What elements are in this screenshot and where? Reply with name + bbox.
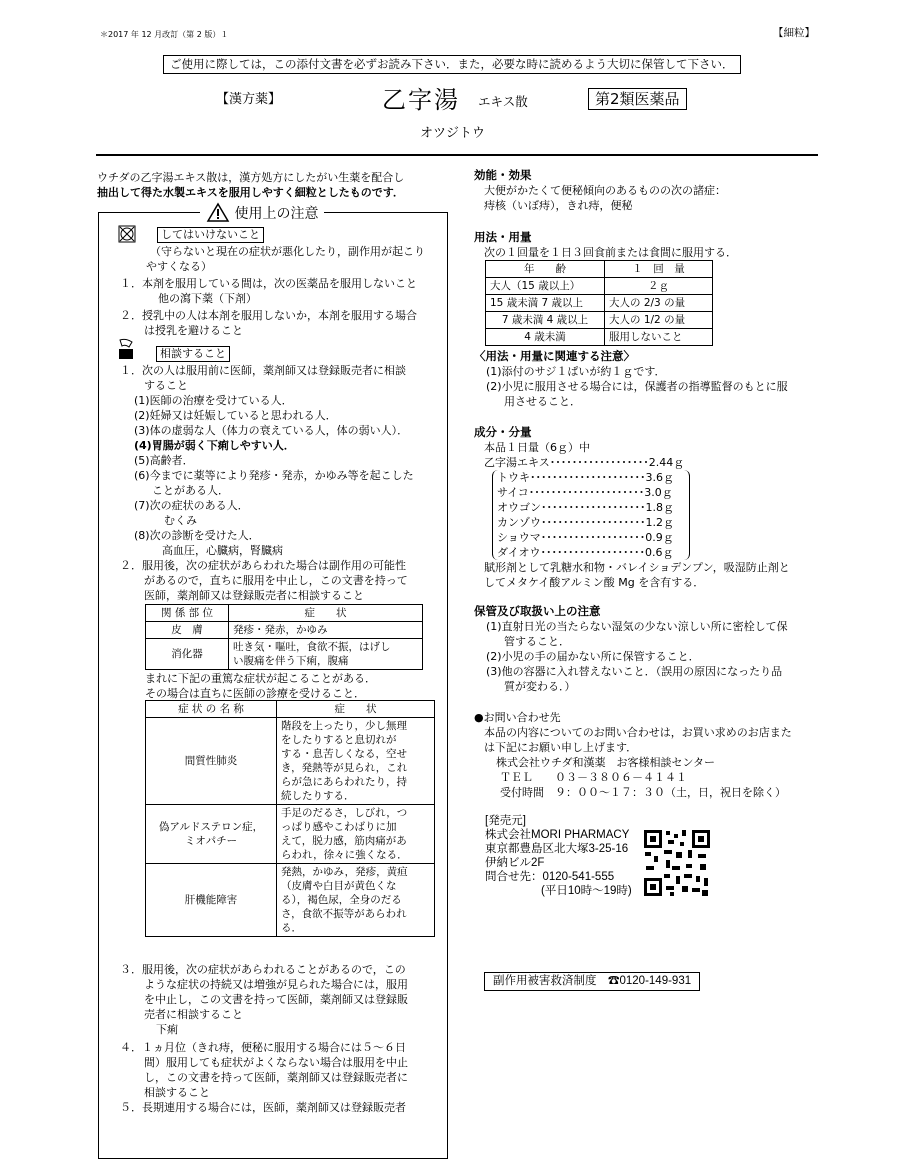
product-name: 乙字湯 xyxy=(382,86,460,114)
qr-code-icon xyxy=(642,828,712,898)
category-label: 【漢方薬】 xyxy=(216,92,282,107)
dont-title: してはいけないこと xyxy=(157,227,264,243)
revision-note: ＊2017 年 12 月改訂（第 2 版）１ xyxy=(100,30,229,39)
table-row: 年 齢 １ 回 量 xyxy=(486,261,713,278)
drug-class-badge: 第2類医薬品 xyxy=(588,88,687,110)
table-row: 皮 膚 発疹・発赤，かゆみ xyxy=(146,622,423,639)
list-item: オウゴン･･･････････････････1.8ｇ xyxy=(497,501,674,514)
list-item: ショウマ･･･････････････････0.9ｇ xyxy=(497,531,674,544)
consult-title: 相談すること xyxy=(156,346,230,362)
list-item: トウキ･････････････････････3.6ｇ xyxy=(497,471,674,484)
intro: ウチダの乙字湯エキス散は，漢方処方にしたがい生薬を配合し 抽出して得た水製エキスを服用しやすく細粒としたものです． xyxy=(97,171,405,199)
table-row: 症 状 の 名 称 症 状 xyxy=(146,701,435,718)
title-rule xyxy=(96,154,818,156)
dosage-notes: 〈用法・用量に関連する注意〉 (1)添付のサジ１ぱいが約１ｇです． (2)小児に服用させる場合には，保護者の指導監督のもとに服 用させること． xyxy=(474,349,788,408)
relief-system-box: 副作用被害救済制度 ☎0120-149-931 xyxy=(484,972,700,991)
table-row: 間質性肺炎 階段を上ったり，少し無理 をしたりすると息切れが する・息苦しくなる，空せ き，発熱等が見られ，これ らが急にあらわれたり，持 続したりする． xyxy=(146,718,435,805)
table-row: 15 歳未満 7 歳以上 大人の 2/3 の量 xyxy=(486,295,713,312)
dosage-section: 用法・用量 次の１回量を１日３回食前または食間に服用する． xyxy=(474,230,737,259)
dont-section: （守らないと現在の症状が悪化したり，副作用が起こり やすくなる） １．本剤を服用している間は，次の医薬品を服用しないこと 他の瀉下薬（下剤） ２．授乳中の人は本剤を服用しないか，本剤を服用する場合 は授乳を避けること xyxy=(120,245,425,337)
prohibited-icon xyxy=(118,225,136,243)
list-item: カンゾウ･･･････････････････1.2ｇ xyxy=(497,516,674,529)
severe-symptom-table xyxy=(145,700,435,937)
product-reading: オツジトウ xyxy=(420,126,486,141)
rare-notice: まれに下記の重篤な症状が起こることがある． その場合は直ちに医師の診療を受けること． xyxy=(145,672,376,700)
side-effect-table xyxy=(145,604,423,670)
warning-icon xyxy=(206,202,230,222)
consult-section-2: ３．服用後，次の症状があらわれることがあるので，この ような症状の持続又は増強が見られた場合には，服用 を中止し，この文書を持って医師，薬剤師又は登録販 売者に相談すること 下痢 ４．１ヵ月位（きれ痔，便秘に服用する場合には５～６日 間）服用しても症状がよくならない場合は服用を中止 し，この文書を持って医師，薬剤師又は登録販売者に 相談すること ５．長期連用する場合には，医師，薬剤師又は登録販売者 xyxy=(120,963,408,1114)
table-row: 関 係 部 位 症 状 xyxy=(146,605,423,622)
ingredients-section: 成分・分量 本品１日量（6ｇ）中 乙字湯エキス･･････････････････2.44ｇ トウキ･････････････････････3.6ｇ サイコ･････････････････････3.0ｇ オウゴン･･･････････････････1.8ｇ カンゾウ･･･････････････････1.2ｇ ショウマ･･･････････････････0.9ｇ ダイオウ･･･････････････････0.6ｇ 賦形剤として乳糖水和物・バレイショデンプン，吸湿防止剤と してメタケイ酸アルミン酸 Mg を含有する． xyxy=(474,425,790,589)
list-item: ダイオウ･･･････････････････0.6ｇ xyxy=(497,546,674,559)
read-notice: ご使用に際しては，この添付文書を必ずお読み下さい．また，必要な時に読めるよう大切に保管して下さい． xyxy=(163,55,741,74)
caution-title: 使用上の注意 xyxy=(200,202,324,224)
consult-section: １．次の人は服用前に医師，薬剤師又は登録販売者に相談 すること (1)医師の治療を受けている人． (2)妊婦又は妊娠していると思われる人． (3)体の虚弱な人（体力の衰えている人，体の弱い人）． (4)胃腸が弱く下痢しやすい人． (5)高齢者． (6)今までに薬等により発疹・発赤，かゆみ等を起こした ことがある人． (7)次の症状のある人． むくみ (8)次の診断を受けた人． 高血圧，心臓病，腎臓病 ２．服用後，次の症状があらわれた場合は副作用の可能性 があるので，直ちに服用を中止し，この文書を持って 医師，薬剤師又は登録販売者に相談すること xyxy=(120,364,414,602)
effect-section: 効能・効果 大便がかたくて便秘傾向のあるものの次の諸症： 痔核（いぼ痔），きれ痔，便秘 xyxy=(474,168,726,212)
table-row: 消化器 吐き気・嘔吐，食欲不振，はげし い腹痛を伴う下痢，腹痛 xyxy=(146,639,423,670)
dosage-table xyxy=(485,260,713,346)
herb-list xyxy=(492,470,690,560)
seller-section: [発売元] 株式会社MORI PHARMACY 東京都豊島区北大塚3-25-16 伊納ビル2F 問合せ先：0120-541-555 (平日10時～19時) xyxy=(485,815,632,897)
list-item: サイコ･････････････････････3.0ｇ xyxy=(497,486,673,499)
product-form: エキス散 xyxy=(478,94,528,109)
table-row: 7 歳未満 4 歳以上 大人の 1/2 の量 xyxy=(486,312,713,329)
table-row: 肝機能障害 発熱，かゆみ，発疹，黄疸 （皮膚や白目が黄色くな る），褐色尿，全身のだる さ，食欲不振等があらわれ る． xyxy=(146,864,435,937)
table-row: 4 歳未満 服用しないこと xyxy=(486,329,713,346)
contact-section: ●お問い合わせ先 本品の内容についてのお問い合わせは，お買い求めのお店また は下記にお願い申し上げます． 株式会社ウチダ和漢薬 お客様相談センター ＴＥＬ ０３－３８０６－４１４１ 受付時間 ９：００～１７：３０（土，日，祝日を除く） xyxy=(474,711,792,799)
form-label: 【細粒】 xyxy=(773,27,815,39)
consult-icon xyxy=(117,338,135,360)
table-row: 大人（15 歳以上） ２ｇ xyxy=(486,278,713,295)
storage-section: 保管及び取扱い上の注意 (1)直射日光の当たらない湿気の少ない涼しい所に密栓して保 管すること． (2)小児の手の届かない所に保管すること． (3)他の容器に入れ替えないこと．（誤用の原因になったり品 質が変わる．） xyxy=(474,604,788,693)
table-row: 偽アルドステロン症， ミオパチー 手足のだるさ，しびれ，つ っぱり感やこわばりに加 えて，脱力感，筋肉痛があ らわれ，徐々に強くなる． xyxy=(146,805,435,864)
